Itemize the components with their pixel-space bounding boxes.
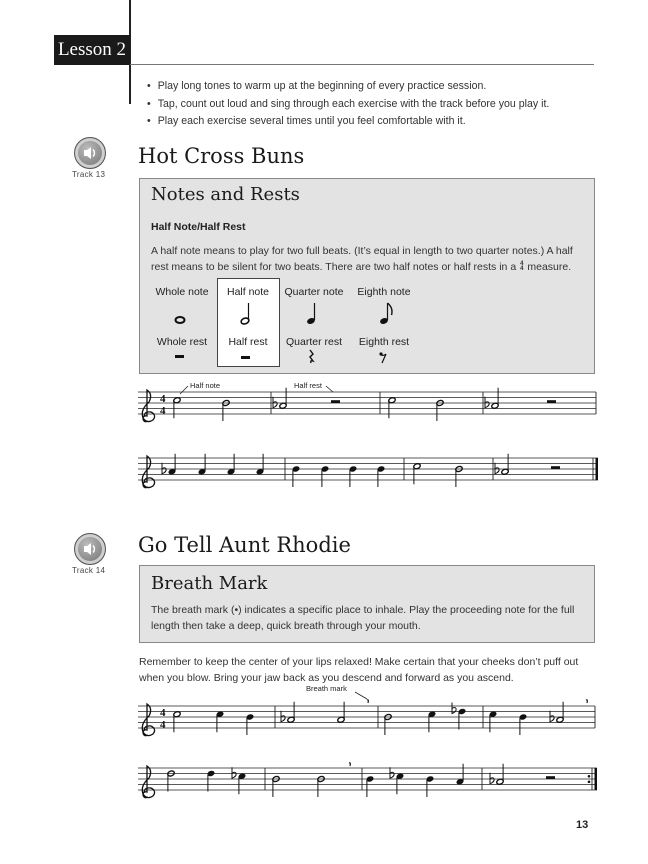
treble-clef-icon <box>142 456 154 488</box>
flat-sign <box>485 397 489 408</box>
whole-note-label: Whole note <box>155 286 209 298</box>
box-text: The breath mark (•) indicates a specific place to inhale. Play the proceeding note for the full length then take a deep, quick breath through your mouth. <box>151 604 575 632</box>
song-title: Go Tell Aunt Rhodie <box>138 533 351 557</box>
half-rest-annotation: Half rest <box>294 381 322 390</box>
tip-item: • Play each exercise several times until you feel comfortable with it. <box>147 113 549 131</box>
track-label: Track 14 <box>72 566 106 575</box>
time-signature-top: 4 <box>160 393 166 405</box>
half-rest <box>331 400 340 403</box>
treble-clef-icon <box>142 390 154 422</box>
lesson-label: Lesson 2 <box>54 35 130 65</box>
half-rest <box>546 776 555 779</box>
box-title: Breath Mark <box>151 573 268 594</box>
page-number: 13 <box>576 819 589 831</box>
annotation-arrow <box>355 692 367 699</box>
track-label: Track 13 <box>72 170 106 179</box>
flat-sign <box>281 711 285 722</box>
breath-mark <box>586 700 587 703</box>
breath-mark-annotation: Breath mark <box>306 684 347 693</box>
flat-sign <box>550 711 554 722</box>
breath-mark <box>349 763 350 766</box>
quarter-rest-label: Quarter rest <box>285 336 343 348</box>
flat-sign <box>490 773 494 784</box>
tip-item: • Play long tones to warm up at the beginning of every practice session. <box>147 78 549 96</box>
box-title: Notes and Rests <box>151 184 300 205</box>
treble-clef-icon <box>142 704 154 736</box>
box-text-body: A half note means to play for two full beats. (It’s equal in length to two quarter notes.) A half rest means to be silent for two beats. There are two half notes or half rests in a <box>151 245 573 273</box>
whole-rest-label: Whole rest <box>156 336 208 348</box>
flat-sign <box>495 463 499 474</box>
flat-sign <box>232 767 236 778</box>
half-rest <box>551 466 560 469</box>
eighth-note-label: Eighth note <box>357 286 411 298</box>
half-rest-label: Half rest <box>228 336 268 348</box>
tip-item: • Tap, count out loud and sing through each exercise with the track before you play it. <box>147 96 549 114</box>
box-subtitle: Half Note/Half Rest <box>151 221 246 233</box>
time-signature-bottom: 4 <box>160 405 166 417</box>
repeat-dot <box>588 780 591 783</box>
repeat-dot <box>588 775 591 778</box>
treble-clef-icon <box>142 766 154 798</box>
time-signature-top: 4 <box>160 707 166 719</box>
annotation-arrow <box>180 386 188 394</box>
song-title: Hot Cross Buns <box>138 144 305 168</box>
inline-time-signature: 4 4 <box>520 261 524 273</box>
half-note-label: Half note <box>226 286 270 298</box>
instruction-paragraph: Remember to keep the center of your lips relaxed! Make certain that your cheeks don’t puff out when you blow. Bring your jaw back as you descend and forward as you ascend. <box>139 656 579 684</box>
eighth-rest-label: Eighth rest <box>358 336 410 348</box>
half-rest <box>547 400 556 403</box>
box-text-end: measure. <box>527 261 572 273</box>
final-bar-line <box>596 458 599 480</box>
time-signature-bottom: 4 <box>160 719 166 731</box>
quarter-note-label: Quarter note <box>284 286 344 298</box>
half-note-annotation: Half note <box>190 381 221 390</box>
annotation-arrow <box>326 386 333 392</box>
flat-sign <box>390 767 394 778</box>
flat-sign <box>162 463 166 474</box>
final-bar-line <box>595 768 598 790</box>
flat-sign <box>273 397 277 408</box>
breath-mark <box>367 700 368 703</box>
